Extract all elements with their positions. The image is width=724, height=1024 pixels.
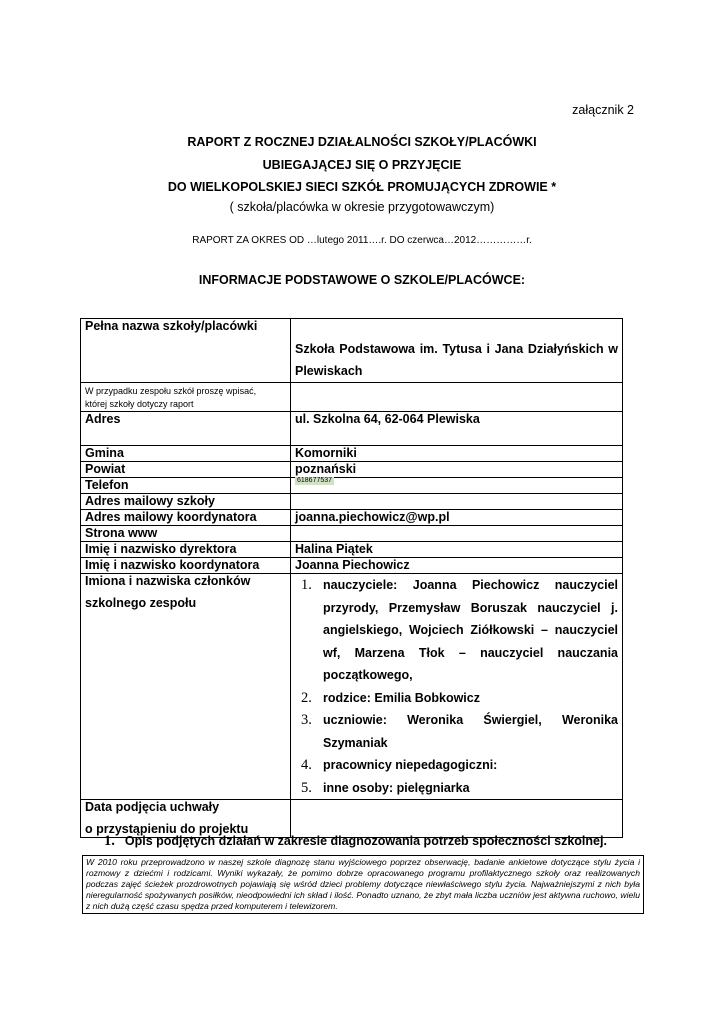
school-note-value bbox=[291, 383, 623, 412]
team-member-item bbox=[301, 709, 618, 754]
director-value: Halina Piątek bbox=[291, 542, 623, 558]
diagnosis-description-box: W 2010 roku przeprowadzono w naszej szkole diagnozę stanu wyjściowego poprzez obserwację, badanie ankietowe dotyczące stylu życia i rozmowy z dziećmi i rodzicami. Wyniki wykazały, że pomimo dobrze opracowanego programu profilaktycznego szkoły oraz realizowanych podczas zajęć ścieżek prozdrowotnych pojawiają się wśród dzieci problemy dotyczące niewłaściwego stylu życia. Najważniejszymi z nich była nieregularność spożywanych posiłków, nieodpowiedni ich skład i ilość. Ponadto uznano, że zbyt mała liczba uczniów jest aktywna ruchowo, wielu z nich dużą część czasu spędza przed komputerem i telewizorem. bbox=[82, 855, 644, 914]
info-heading: INFORMACJE PODSTAWOWE O SZKOLE/PLACÓWCE: bbox=[198, 273, 526, 287]
team-member-text: inne osoby: pielęgniarka bbox=[323, 780, 470, 795]
gmina-label: Gmina bbox=[81, 446, 291, 462]
team-member-item bbox=[301, 777, 618, 800]
director-label: Imię i nazwisko dyrektora bbox=[81, 542, 291, 558]
resolution-label: Data podjęcia uchwały o przystąpieniu do projektu bbox=[81, 800, 291, 838]
full-name-label: Pełna nazwa szkoły/placówki bbox=[81, 319, 291, 383]
school-info-table bbox=[80, 318, 623, 838]
team-member-text: uczniowie: Weronika Świergiel, Weronika Szymaniak bbox=[323, 713, 618, 750]
phone-cell bbox=[291, 478, 623, 494]
www-value bbox=[291, 526, 623, 542]
phone-value: 618677537 bbox=[297, 477, 333, 484]
resolution-value bbox=[291, 800, 623, 838]
address-label: Adres bbox=[81, 412, 291, 446]
report-subtitle: ( szkoła/placówka w okresie przygotowawczym) bbox=[229, 200, 495, 214]
annex-label: załącznik 2 bbox=[572, 103, 634, 117]
gmina-value: Komorniki bbox=[291, 446, 623, 462]
team-member-number: 4. bbox=[301, 757, 312, 773]
team-members-cell bbox=[291, 574, 623, 800]
team-member-number: 5. bbox=[301, 779, 312, 796]
school-note: W przypadku zespołu szkół proszę wpisać, której szkoły dotyczy raport bbox=[81, 383, 291, 412]
team-member-text: rodzice: Emilia Bobkowicz bbox=[323, 690, 480, 705]
team-member-item bbox=[301, 687, 618, 710]
report-title-line1: RAPORT Z ROCZNEJ DZIAŁALNOŚCI SZKOŁY/PLACÓWKI bbox=[187, 135, 537, 149]
report-period: RAPORT ZA OKRES OD …lutego 2011….r. DO czerwca…2012……………r. bbox=[192, 235, 532, 246]
team-member-text: nauczyciele: Joanna Piechowicz nauczyciel przyrody, Przemysław Boruszak nauczyciel j. angielskiego, Wojciech Ziółkowski – nauczyciel wf, Marzena Tłok – nauczyciel nauczania początkowego, bbox=[323, 578, 618, 682]
team-member-number: 1. bbox=[301, 577, 312, 593]
phone-label: Telefon bbox=[81, 478, 291, 494]
coordinator-email-value: joanna.piechowicz@wp.pl bbox=[291, 510, 623, 526]
section1-heading-text: Opis podjętych działań w zakresie diagnozowania potrzeb społeczności szkolnej. bbox=[124, 834, 607, 848]
section1-number: 1. bbox=[104, 833, 115, 849]
coordinator-value: Joanna Piechowicz bbox=[291, 558, 623, 574]
section1-heading bbox=[104, 833, 607, 850]
powiat-value: poznański bbox=[291, 462, 623, 478]
team-member-item bbox=[301, 574, 618, 687]
coordinator-label: Imię i nazwisko koordynatora bbox=[81, 558, 291, 574]
team-members-list bbox=[295, 574, 618, 799]
report-title-line3: DO WIELKOPOLSKIEJ SIECI SZKÓŁ PROMUJĄCYCH ZDROWIE * bbox=[167, 180, 557, 194]
coordinator-email-label: Adres mailowy koordynatora bbox=[81, 510, 291, 526]
address-value: ul. Szkolna 64, 62-064 Plewiska bbox=[291, 412, 623, 446]
report-title-line2: UBIEGAJĄCEJ SIĘ O PRZYJĘCIE bbox=[262, 158, 462, 172]
team-member-number: 3. bbox=[301, 712, 312, 728]
school-email-value bbox=[291, 494, 623, 510]
team-member-number: 2. bbox=[301, 689, 312, 706]
school-email-label: Adres mailowy szkoły bbox=[81, 494, 291, 510]
team-label: Imiona i nazwiska członków szkolnego zespołu bbox=[81, 574, 291, 800]
full-name-value: Szkoła Podstawowa im. Tytusa i Jana Działyńskich w Plewiskach bbox=[291, 319, 623, 383]
powiat-label: Powiat bbox=[81, 462, 291, 478]
team-member-item bbox=[301, 754, 618, 777]
team-member-text: pracownicy niepedagogiczni: bbox=[323, 758, 498, 772]
www-label: Strona www bbox=[81, 526, 291, 542]
